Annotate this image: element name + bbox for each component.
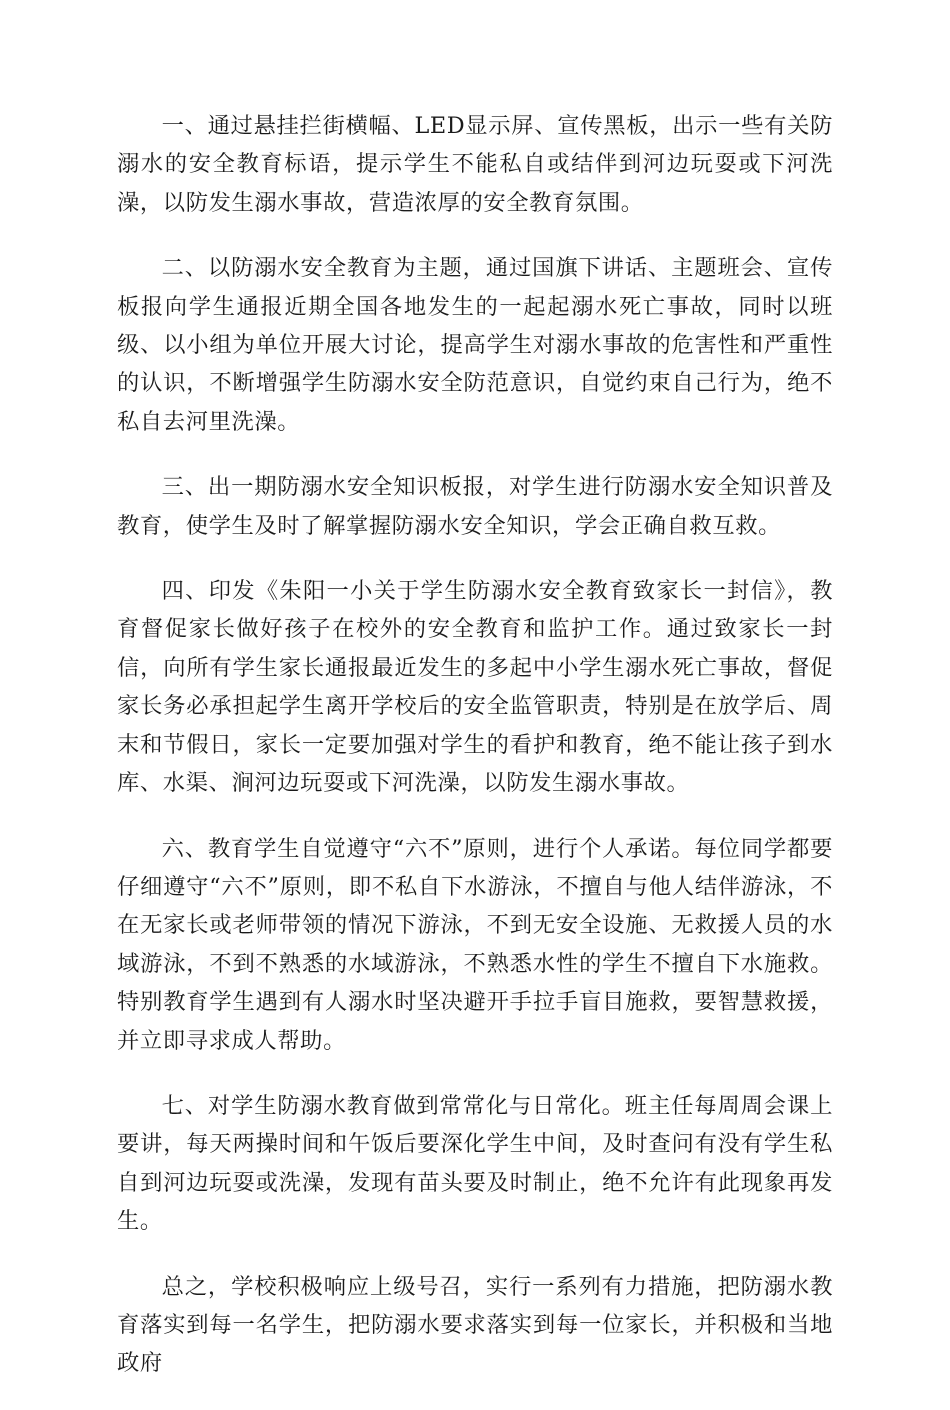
paragraph-4: 四、印发《朱阳一小关于学生防溺水安全教育致家长一封信》，教育督促家长做好孩子在校外的安全教育和监护工作。通过致家长一封信，向所有学生家长通报最近发生的多起中小学生溺水死亡事故，督促家长务必承担起学生离开学校后的安全监管职责，特别是在放学后、周末和节假日，家长一定要加强对学生的看护和教育，绝不能让孩子到水库、水渠、涧河边玩耍或下河洗澡，以防发生溺水事故。 bbox=[117, 578, 833, 797]
paragraph-7: 七、对学生防溺水教育做到常常化与日常化。班主任每周周会课上要讲，每天两操时间和午饭后要深化学生中间，及时查问有没有学生私自到河边玩耍或洗澡，发现有苗头要及时制止，绝不允许有此现象再发生。 bbox=[117, 1092, 833, 1235]
paragraph-summary: 总之，学校积极响应上级号召，实行一系列有力措施，把防溺水教育落实到每一名学生，把防溺水要求落实到每一位家长，并积极和当地政府 bbox=[117, 1273, 833, 1377]
paragraph-6: 六、教育学生自觉遵守“六不”原则，进行个人承诺。每位同学都要仔细遵守“六不”原则，即不私自下水游泳，不擅自与他人结伴游泳，不在无家长或老师带领的情况下游泳，不到无安全设施、无救援人员的水域游泳，不到不熟悉的水域游泳，不熟悉水性的学生不擅自下水施救。特别教育学生遇到有人溺水时坚决避开手拉手盲目施救，要智慧救援，并立即寻求成人帮助。 bbox=[117, 835, 833, 1054]
paragraph-1: 一、通过悬挂拦街横幅、LED显示屏、宣传黑板，出示一些有关防溺水的安全教育标语，提示学生不能私自或结伴到河边玩耍或下河洗澡，以防发生溺水事故，营造浓厚的安全教育氛围。 bbox=[117, 113, 833, 216]
document-body bbox=[117, 107, 833, 1410]
paragraph-2: 二、以防溺水安全教育为主题，通过国旗下讲话、主题班会、宣传板报向学生通报近期全国各地发生的一起起溺水死亡事故，同时以班级、以小组为单位开展大讨论，提高学生对溺水事故的危害性和严重性的认识，不断增强学生防溺水安全防范意识，自觉约束自己行为，绝不私自去河里洗澡。 bbox=[117, 255, 833, 435]
paragraph-3: 三、出一期防溺水安全知识板报，对学生进行防溺水安全知识普及教育，使学生及时了解掌握防溺水安全知识，学会正确自救互救。 bbox=[117, 474, 833, 539]
